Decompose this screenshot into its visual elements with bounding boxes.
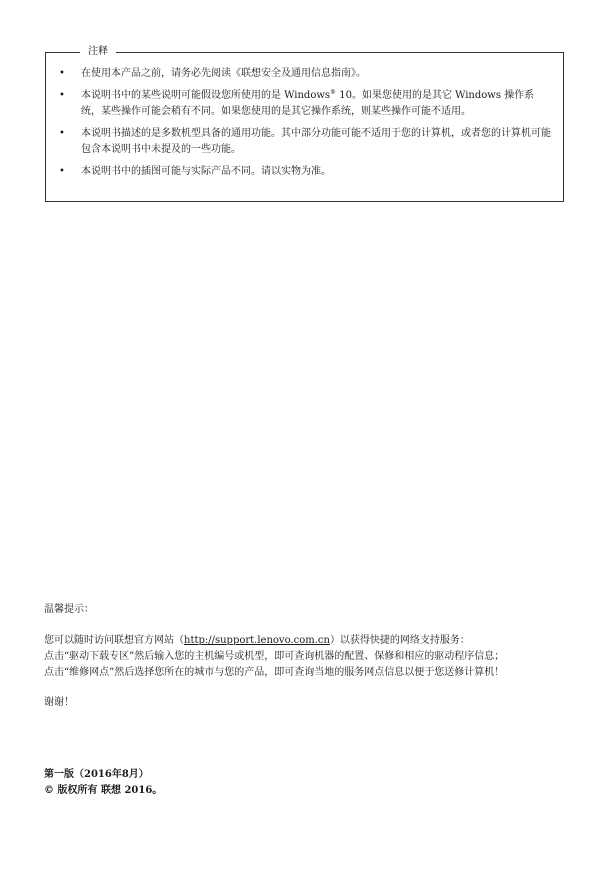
note-text: 本说明书中的某些说明可能假设您所使用的是 Windows: [81, 90, 331, 101]
support-link[interactable]: http://support.lenovo.com.cn: [184, 635, 330, 646]
note-item: [46, 88, 563, 120]
note-item: [46, 164, 563, 180]
bullet-icon: •: [59, 166, 65, 177]
note-text: 在使用本产品之前，请务必先阅读《联想安全及通用信息指南》。: [81, 68, 366, 79]
note-item: [46, 126, 563, 158]
tips-thanks: 谢谢！: [44, 697, 74, 708]
edition-line: 第一版（2016年8月）: [44, 769, 149, 780]
notes-title: 注释: [80, 44, 116, 60]
tips-line1-prefix: 您可以随时访问联想官方网站（: [44, 635, 184, 646]
bullet-icon: •: [59, 90, 65, 101]
tips-line-repair: 点击“维修网点”然后选择您所在的城市与您的产品，即可查询当地的服务网点信息以便于您送修计算机！: [44, 667, 505, 678]
note-text: 本说明书描述的是多数机型具备的通用功能。其中部分功能可能不适用于您的计算机，或者您的计算机可能包含本说明书中未提及的一些功能。: [81, 128, 551, 155]
tips-heading: 温馨提示：: [44, 604, 94, 615]
tips-line1-suffix: ）以获得快捷的网络支持服务：: [329, 635, 470, 646]
edition-info: [44, 767, 162, 799]
tips-section: [44, 602, 559, 711]
notes-list: [46, 66, 563, 186]
tips-line-website: [44, 633, 559, 649]
registered-mark: ®: [330, 89, 337, 96]
bullet-icon: •: [59, 128, 65, 139]
note-item: [46, 66, 563, 82]
note-text: 本说明书中的插图可能与实际产品不同。请以实物为准。: [81, 166, 331, 177]
note-text-cont: 10。如果您使用的是其它 Windows 操作系统，某些操作可能会稍有不同。如果您使用的是其它操作系统，则某些操作可能不适用。: [81, 90, 535, 117]
tips-line-driver: 点击“驱动下载专区”然后输入您的主机编号或机型，即可查询机器的配置、保修和相应的驱动程序信息；: [44, 651, 505, 662]
bullet-icon: •: [59, 68, 65, 79]
notes-box: [45, 46, 564, 202]
copyright-line: © 版权所有 联想 2016。: [44, 785, 163, 796]
